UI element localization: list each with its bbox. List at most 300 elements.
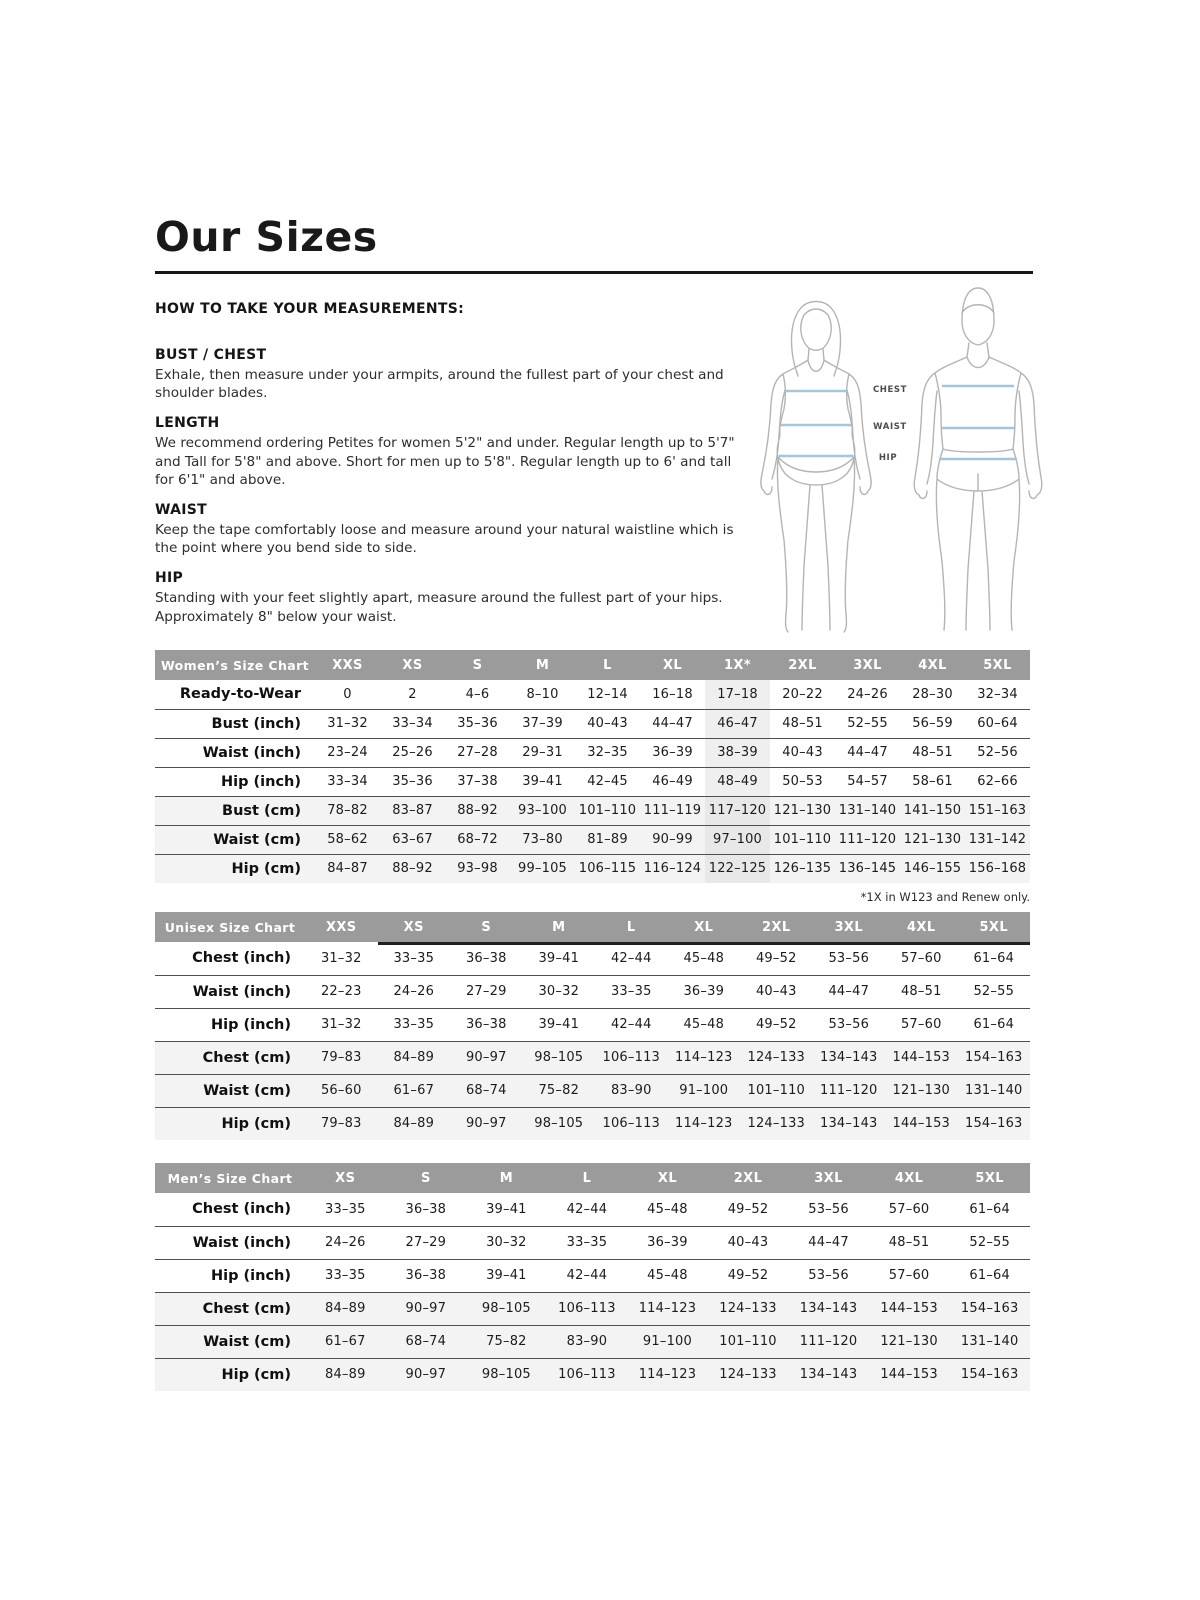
header-row: [155, 1163, 1030, 1193]
size-cell: 101–110: [747, 1083, 806, 1098]
size-cell: 57–60: [900, 950, 942, 966]
size-cell: 61–67: [324, 1334, 366, 1349]
size-cell: 54–57: [847, 774, 888, 789]
size-cell: 31–32: [320, 950, 362, 966]
size-cell: 48–49: [705, 767, 770, 796]
section-body: Standing with your feet slightly apart, measure around the fullest part of your hips. Approximately 8" below your waist.: [155, 590, 723, 625]
row-label: Waist (cm): [203, 1082, 291, 1099]
title-underline: [155, 271, 1033, 274]
row-label: Hip (cm): [221, 1366, 291, 1383]
section-bust-chest: [155, 347, 747, 402]
size-cell: 75–82: [486, 1334, 527, 1349]
size-cell: 57–60: [888, 1268, 930, 1283]
column-header-s: S: [386, 1163, 467, 1193]
size-cell: 114–123: [638, 1367, 697, 1383]
size-cell: 124–133: [719, 1301, 777, 1316]
size-cell: 61–64: [969, 1268, 1010, 1283]
size-cell: 73–80: [522, 832, 563, 847]
size-cell: 84–89: [393, 1116, 435, 1132]
column-header-3xl: 3XL: [835, 650, 900, 680]
row-label: Chest (inch): [192, 950, 291, 967]
size-cell: 0: [343, 686, 352, 702]
section-heading: WAIST: [155, 502, 207, 519]
size-cell: 90–97: [465, 1116, 507, 1132]
size-cell: 40–43: [727, 1235, 769, 1250]
row-label: Hip (inch): [211, 1016, 291, 1033]
column-header-m: M: [466, 1163, 547, 1193]
size-cell: 42–44: [566, 1268, 608, 1283]
size-cell: 35–36: [392, 774, 433, 789]
man-measure-lines: [939, 386, 1017, 459]
size-cell: 44–47: [652, 716, 693, 731]
size-cell: 52–55: [847, 716, 888, 731]
size-cell: 52–55: [969, 1235, 1010, 1250]
size-cell: 33–35: [393, 1017, 435, 1032]
size-cell: 33–35: [324, 1201, 366, 1217]
size-cell: 114–123: [674, 1050, 733, 1065]
size-cell: 37–38: [457, 774, 498, 789]
size-cell: 31–32: [320, 1017, 362, 1032]
size-cell: 23–24: [327, 745, 368, 760]
size-cell: 88–92: [392, 861, 433, 877]
table-row: [155, 680, 1030, 709]
size-cell: 90–97: [405, 1367, 447, 1383]
row-label: Hip (inch): [221, 773, 301, 790]
column-header-2xl: 2XL: [770, 650, 835, 680]
size-cell: 33–34: [392, 716, 433, 731]
size-cell: 33–35: [610, 984, 652, 999]
size-cell: 45–48: [683, 950, 725, 966]
row-label: Waist (inch): [192, 983, 291, 1000]
size-cell: 68–74: [465, 1083, 507, 1098]
column-header-l: L: [595, 912, 668, 942]
column-header-1x: 1X*: [705, 650, 770, 680]
row-label: Hip (cm): [221, 1115, 291, 1132]
size-cell: 111–120: [799, 1334, 858, 1349]
size-cell: 68–72: [457, 832, 498, 847]
size-cell: 154–163: [960, 1301, 1019, 1316]
size-cell: 38–39: [705, 738, 770, 767]
size-cell: 144–153: [880, 1367, 938, 1383]
size-cell: 141–150: [903, 803, 962, 818]
table-row: [155, 1259, 1030, 1292]
size-cell: 91–100: [642, 1334, 692, 1349]
unisex-size-table-container: [155, 912, 1030, 1140]
size-cell: 33–35: [566, 1235, 608, 1250]
size-cell: 122–125: [705, 854, 770, 883]
size-cell: 44–47: [847, 745, 888, 760]
size-cell: 48–51: [912, 745, 953, 760]
size-cell: 45–48: [683, 1017, 725, 1032]
size-cell: 39–41: [538, 1017, 580, 1032]
size-cell: 24–26: [847, 686, 888, 702]
size-cell: 52–56: [977, 745, 1018, 760]
size-cell: 131–142: [968, 832, 1027, 847]
size-cell: 83–90: [566, 1334, 608, 1349]
title-block: [155, 213, 1033, 274]
size-cell: 39–41: [538, 950, 580, 966]
row-label: Chest (inch): [192, 1201, 291, 1218]
column-header-m: M: [510, 650, 575, 680]
size-cell: 84–89: [324, 1301, 366, 1316]
section-body: Keep the tape comfortably loose and measure around your natural waistline which is the point where you bend side to side.: [155, 522, 734, 557]
body-figures-illustration: [738, 278, 1060, 640]
column-header-5xl: 5XL: [949, 1163, 1030, 1193]
size-cell: 93–98: [457, 861, 498, 877]
mens-size-table: [155, 1163, 1030, 1391]
table-row: [155, 1226, 1030, 1259]
column-header-xs: XS: [305, 1163, 386, 1193]
size-cell: 154–163: [960, 1367, 1019, 1383]
size-cell: 30–32: [538, 984, 580, 999]
column-header-3xl: 3XL: [813, 912, 886, 942]
size-cell: 48–51: [888, 1235, 930, 1250]
size-cell: 84–89: [324, 1367, 366, 1383]
size-cell: 35–36: [457, 716, 498, 731]
section-body: We recommend ordering Petites for women 5'2" and under. Regular length up to 5'7" and Tall for 5'8" and above. Short for men up to 5'8". Regular length up to 6' and tall for 6'1" and above.: [155, 435, 735, 488]
section-hip: [155, 570, 747, 625]
size-cell: 151–163: [968, 803, 1027, 818]
table-row: [155, 1041, 1030, 1074]
womens-size-table-container: [155, 650, 1030, 883]
column-header-s: S: [450, 912, 523, 942]
size-cell: 36–39: [647, 1235, 688, 1250]
row-label: Waist (inch): [192, 1234, 291, 1251]
size-cell: 98–105: [481, 1367, 531, 1383]
size-cell: 22–23: [320, 984, 362, 999]
size-cell: 63–67: [392, 832, 433, 847]
size-cell: 8–10: [526, 686, 559, 702]
size-cell: 111–119: [643, 803, 702, 818]
size-cell: 136–145: [838, 861, 897, 877]
row-label: Waist (cm): [203, 1333, 291, 1350]
size-cell: 134–143: [819, 1116, 878, 1132]
hip-label: HIP: [878, 453, 898, 463]
size-cell: 79–83: [320, 1116, 362, 1132]
table-row: [155, 709, 1030, 738]
size-cell: 121–130: [773, 803, 832, 818]
size-cell: 56–59: [912, 716, 953, 731]
size-cell: 91–100: [679, 1083, 729, 1098]
column-header-l: L: [575, 650, 640, 680]
size-cell: 42–44: [566, 1201, 608, 1217]
size-cell: 154–163: [964, 1050, 1023, 1065]
size-cell: 40–43: [782, 745, 823, 760]
size-cell: 124–133: [747, 1116, 806, 1132]
table-row: [155, 942, 1030, 975]
woman-measure-lines: [779, 391, 853, 456]
size-cell: 90–97: [405, 1301, 447, 1316]
size-cell: 53–56: [828, 1017, 870, 1032]
row-label: Bust (cm): [222, 802, 301, 819]
size-cell: 32–34: [977, 686, 1018, 702]
size-cell: 106–113: [558, 1367, 616, 1383]
column-header-2xl: 2XL: [740, 912, 813, 942]
size-cell: 134–143: [799, 1301, 858, 1316]
size-cell: 106–113: [602, 1116, 661, 1132]
column-header-xl: XL: [668, 912, 741, 942]
size-cell: 134–143: [799, 1367, 858, 1383]
size-cell: 33–35: [324, 1268, 366, 1283]
table-row: [155, 796, 1030, 825]
size-cell: 156–168: [968, 861, 1027, 877]
size-cell: 58–62: [327, 832, 368, 847]
size-cell: 126–135: [773, 861, 832, 877]
size-cell: 36–39: [652, 745, 693, 760]
size-cell: 124–133: [747, 1050, 806, 1065]
column-header-m: M: [523, 912, 596, 942]
row-label: Hip (cm): [231, 860, 301, 877]
size-cell: 101–110: [773, 832, 832, 847]
size-cell: 32–35: [587, 745, 628, 760]
size-cell: 101–110: [578, 803, 637, 818]
womens-size-chart: [155, 650, 1030, 904]
size-cell: 97–100: [705, 825, 770, 854]
measurement-instructions: [155, 301, 747, 626]
size-cell: 36–38: [465, 1017, 507, 1032]
size-cell: 98–105: [534, 1050, 584, 1065]
size-cell: 36–38: [405, 1201, 447, 1217]
column-header-l: L: [547, 1163, 628, 1193]
size-cell: 49–52: [727, 1201, 769, 1217]
size-cell: 106–115: [578, 861, 637, 877]
size-cell: 37–39: [522, 716, 563, 731]
table-title: Unisex Size Chart: [155, 912, 305, 942]
size-cell: 36–38: [465, 950, 507, 966]
size-cell: 93–100: [517, 803, 568, 818]
section-heading: BUST / CHEST: [155, 347, 267, 363]
table-title: Men’s Size Chart: [155, 1163, 305, 1193]
table-row: [155, 767, 1030, 796]
size-cell: 25–26: [392, 745, 433, 760]
size-cell: 27–28: [457, 745, 498, 760]
section-body: Exhale, then measure under your armpits, around the fullest part of your chest and shoulder blades.: [155, 367, 724, 402]
size-cell: 78–82: [327, 803, 368, 818]
size-cell: 98–105: [534, 1116, 584, 1132]
size-cell: 49–52: [727, 1268, 769, 1283]
size-cell: 84–89: [393, 1050, 435, 1065]
size-cell: 2: [408, 686, 417, 702]
page-title: Our Sizes: [155, 213, 378, 261]
size-cell: 56–60: [320, 1083, 362, 1098]
table-row: [155, 975, 1030, 1008]
size-cell: 106–113: [558, 1301, 616, 1316]
size-cell: 27–29: [405, 1235, 447, 1250]
size-cell: 46–47: [705, 709, 770, 738]
size-cell: 27–29: [465, 984, 507, 999]
size-cell: 31–32: [327, 716, 368, 731]
column-header-4xl: 4XL: [885, 912, 958, 942]
table-row: [155, 1292, 1030, 1325]
size-cell: 83–90: [610, 1083, 652, 1098]
column-header-xl: XL: [627, 1163, 708, 1193]
column-header-xs: XS: [380, 650, 445, 680]
size-cell: 61–64: [973, 950, 1015, 966]
size-cell: 36–38: [405, 1268, 447, 1283]
table-row: [155, 1193, 1030, 1226]
size-cell: 33–34: [327, 774, 368, 789]
size-cell: 144–153: [892, 1116, 951, 1132]
size-cell: 16–18: [652, 686, 693, 702]
column-header-xl: XL: [640, 650, 705, 680]
size-cell: 61–64: [969, 1201, 1010, 1217]
size-cell: 44–47: [828, 984, 870, 999]
size-cell: 154–163: [964, 1116, 1023, 1132]
size-cell: 28–30: [912, 686, 953, 702]
row-label: Hip (inch): [211, 1267, 291, 1284]
size-cell: 57–60: [900, 1017, 942, 1032]
size-cell: 61–64: [973, 1017, 1015, 1032]
size-cell: 90–97: [465, 1050, 507, 1065]
section-length: [155, 415, 747, 489]
header-row: [155, 912, 1030, 942]
section-heading: LENGTH: [155, 415, 220, 432]
size-cell: 42–45: [587, 774, 628, 789]
size-cell: 48–51: [782, 716, 823, 731]
size-cell: 131–140: [964, 1083, 1023, 1098]
size-cell: 53–56: [828, 950, 870, 966]
size-cell: 88–92: [457, 803, 498, 818]
size-cell: 45–48: [647, 1201, 688, 1217]
size-cell: 42–44: [610, 950, 652, 966]
size-cell: 39–41: [522, 774, 563, 789]
size-cell: 134–143: [819, 1050, 878, 1065]
size-cell: 131–140: [838, 803, 897, 818]
column-header-xxs: XXS: [315, 650, 380, 680]
size-cell: 20–22: [782, 686, 823, 702]
size-cell: 46–49: [652, 774, 693, 789]
size-cell: 50–53: [782, 774, 823, 789]
size-cell: 98–105: [481, 1301, 531, 1316]
size-cell: 83–87: [392, 803, 433, 818]
table-row: [155, 854, 1030, 883]
size-cell: 39–41: [486, 1268, 527, 1283]
size-cell: 90–99: [652, 832, 693, 847]
size-cell: 111–120: [838, 832, 897, 847]
size-cell: 111–120: [819, 1083, 878, 1098]
size-cell: 146–155: [903, 861, 962, 877]
size-cell: 106–113: [602, 1050, 661, 1065]
row-label: Waist (inch): [202, 744, 301, 761]
size-cell: 124–133: [719, 1367, 777, 1383]
column-header-5xl: 5XL: [958, 912, 1031, 942]
size-cell: 33–35: [393, 950, 435, 966]
row-label: Chest (cm): [202, 1300, 291, 1317]
waist-label: WAIST: [873, 422, 907, 432]
size-cell: 62–66: [977, 774, 1018, 789]
column-header-xxs: XXS: [305, 912, 378, 942]
womens-table-footnote: *1X in W123 and Renew only.: [860, 890, 1030, 904]
size-cell: 116–124: [643, 861, 702, 877]
row-label: Ready-to-Wear: [179, 686, 301, 703]
size-cell: 58–61: [912, 774, 953, 789]
size-cell: 79–83: [320, 1050, 362, 1065]
size-cell: 144–153: [892, 1050, 951, 1065]
size-cell: 53–56: [808, 1268, 849, 1283]
size-cell: 68–74: [405, 1334, 447, 1349]
size-cell: 48–51: [900, 984, 942, 999]
size-cell: 57–60: [888, 1201, 930, 1217]
table-row: [155, 1008, 1030, 1041]
row-label: Waist (cm): [213, 831, 301, 848]
table-row: [155, 1107, 1030, 1140]
section-heading: HIP: [155, 570, 184, 587]
section-waist: [155, 502, 747, 557]
size-cell: 40–43: [587, 716, 628, 731]
column-header-s: S: [445, 650, 510, 680]
size-cell: 75–82: [538, 1083, 580, 1098]
size-cell: 45–48: [647, 1268, 688, 1283]
size-cell: 61–67: [393, 1083, 435, 1098]
column-header-2xl: 2XL: [708, 1163, 789, 1193]
size-cell: 60–64: [977, 716, 1018, 731]
size-cell: 4–6: [465, 686, 490, 702]
size-cell: 53–56: [808, 1201, 849, 1217]
size-cell: 24–26: [324, 1235, 366, 1250]
column-header-4xl: 4XL: [869, 1163, 950, 1193]
size-cell: 24–26: [393, 984, 435, 999]
size-cell: 52–55: [973, 984, 1015, 999]
unisex-size-chart: [155, 912, 1030, 1140]
size-cell: 144–153: [880, 1301, 938, 1316]
table-row: [155, 738, 1030, 767]
row-label: Chest (cm): [202, 1049, 291, 1066]
how-to-heading: HOW TO TAKE YOUR MEASUREMENTS:: [155, 301, 464, 317]
size-cell: 121–130: [880, 1334, 938, 1349]
size-cell: 49–52: [755, 1017, 797, 1032]
size-cell: 114–123: [638, 1301, 697, 1316]
woman-figure-outline: [761, 302, 871, 633]
size-cell: 39–41: [486, 1201, 527, 1217]
size-cell: 17–18: [705, 680, 770, 709]
womens-size-table: [155, 650, 1030, 883]
size-cell: 101–110: [719, 1334, 777, 1349]
size-cell: 40–43: [755, 984, 797, 999]
table-row: [155, 1074, 1030, 1107]
table-row: [155, 1358, 1030, 1391]
size-cell: 44–47: [808, 1235, 849, 1250]
table-row: [155, 825, 1030, 854]
size-cell: 29–31: [522, 745, 563, 760]
mens-size-chart: [155, 1163, 1030, 1391]
mens-size-table-container: [155, 1163, 1030, 1391]
table-title: Women’s Size Chart: [155, 650, 315, 680]
size-cell: 121–130: [903, 832, 962, 847]
size-cell: 84–87: [327, 861, 368, 877]
size-cell: 131–140: [960, 1334, 1019, 1349]
table-row: [155, 1325, 1030, 1358]
column-header-5xl: 5XL: [965, 650, 1030, 680]
size-cell: 81–89: [587, 832, 628, 847]
column-header-3xl: 3XL: [788, 1163, 869, 1193]
size-cell: 36–39: [683, 984, 725, 999]
row-label: Bust (inch): [211, 715, 301, 732]
unisex-size-table: [155, 912, 1030, 1140]
figures-svg: [738, 278, 1060, 640]
size-cell: 42–44: [610, 1017, 652, 1032]
header-underline-rule: [378, 942, 1031, 945]
size-cell: 121–130: [892, 1083, 951, 1098]
column-header-4xl: 4XL: [900, 650, 965, 680]
column-header-xs: XS: [378, 912, 451, 942]
chest-label: CHEST: [872, 385, 908, 395]
header-row: [155, 650, 1030, 680]
size-cell: 114–123: [674, 1116, 733, 1132]
size-cell: 30–32: [486, 1235, 527, 1250]
size-cell: 99–105: [517, 861, 568, 877]
size-cell: 12–14: [587, 686, 628, 702]
size-cell: 117–120: [705, 796, 770, 825]
